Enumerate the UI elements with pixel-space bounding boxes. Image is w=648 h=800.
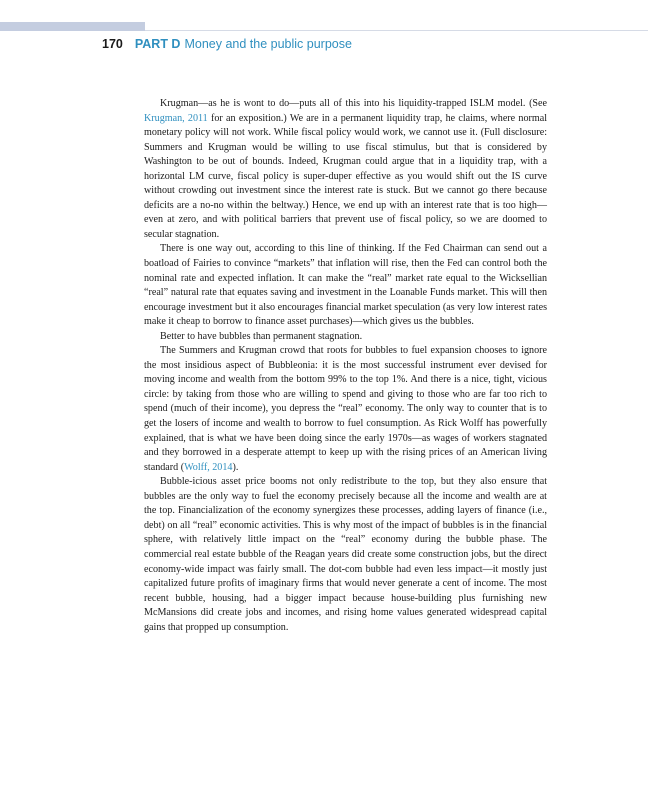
header-rule <box>145 30 648 31</box>
paragraph-4-text-b: ). <box>232 461 239 473</box>
paragraph-1-text-b: for an exposition.) We are in a permanent liquidity trap, he claims, where normal monetary policy will not work. While fiscal policy would work, we cannot use it. (Full disclosure: Summers and Krugman would be willing to use fiscal stimulus, but that is considered by Washington to be out of bounds. Indeed, Krugman could argue that in a liquidity trap, with a horizontal LM curve, fiscal policy is super-duper effective as you would shift out the IS curve without crowding out investment since the interest rate is stuck. But we cannot go there because deficits are a no-no within the beltway.) Hence, we end up with an interest rate that is too high—even at zero, and with political barriers that prevent use of fiscal policy, so we are doomed to secular stagnation. <box>144 112 548 240</box>
paragraph-2: There is one way out, according to this line of thinking. If the Fed Chairman can send out a boatload of Fairies to convince “markets” that inflation will rise, then the Fed can control both the nominal rate and expected inflation. It can make the “real” market rate equal to the Wicksellian “real” natural rate that equates saving and investment in the Loanable Funds market. This will then encourage investment but it also encourages financial market speculation (as very low interest rates make it cheap to borrow to finance asset purchases)—which gives us the bubbles. <box>144 243 547 328</box>
header-accent-bar <box>0 22 145 31</box>
part-label: PART D <box>134 37 181 51</box>
paragraph-5: Bubble-icious asset price booms not only redistribute to the top, but they also ensure that bubbles are the only way to fuel the economy precisely because all the income and wealth are at the top. Financialization of the economy synergizes these processes, adding layers of finance (i.e., debt) on all “real” economic activities. This is why most of the impact of bubbles is in the financial sphere, with relatively little impact on the “real” economy during the bubble phase. The commercial real estate bubble of the Reagan years did create some construction jobs, but the direct economy-wide impact was fairly small. The dot-com bubble had even less impact—it mostly just capitalized future profits of imaginary firms that would never generate a cent of income. The most recent bubble, housing, had a bigger impact because house-building plus furnishing new McMansions did create jobs and incomes, and rising home values generated widespread capital gains that propped up consumption. <box>144 476 547 633</box>
running-header <box>102 36 352 52</box>
paragraph-1 <box>144 97 547 242</box>
part-title: Money and the public purpose <box>184 37 352 51</box>
paragraph-4 <box>144 344 547 475</box>
citation-link-wolff-2014[interactable]: Wolff, 2014 <box>184 461 233 473</box>
paragraph-1-text-a: Krugman—as he is wont to do—puts all of this into his liquidity-trapped ISLM model. (See <box>160 98 547 109</box>
body-text <box>144 97 547 635</box>
paragraph-4-text-a: The Summers and Krugman crowd that roots for bubbles to fuel expansion chooses to ignore the most insidious aspect of Bubbleonia: it is the most successful instrument ever devised for moving income and wealth from the bottom 99% to the top 1%. And there is a nice, tight, vicious circle: by taking from those who are willing to spend and giving to those who are far too rich to spend (much of their income), you depress the “real” economy. The only way to counter that is to get the losers of income and wealth to borrow to fuel consumption. As Rick Wolff has powerfully explained, that is what we have been doing since the early 1970s—as wages of workers stagnated and they borrowed in a desperate attempt to keep up with the rising prices of an American living standard ( <box>144 345 547 473</box>
page-number: 170 <box>102 37 123 51</box>
citation-link-krugman-2011[interactable]: Krugman, 2011 <box>144 112 208 124</box>
paragraph-3: Better to have bubbles than permanent stagnation. <box>160 330 363 342</box>
